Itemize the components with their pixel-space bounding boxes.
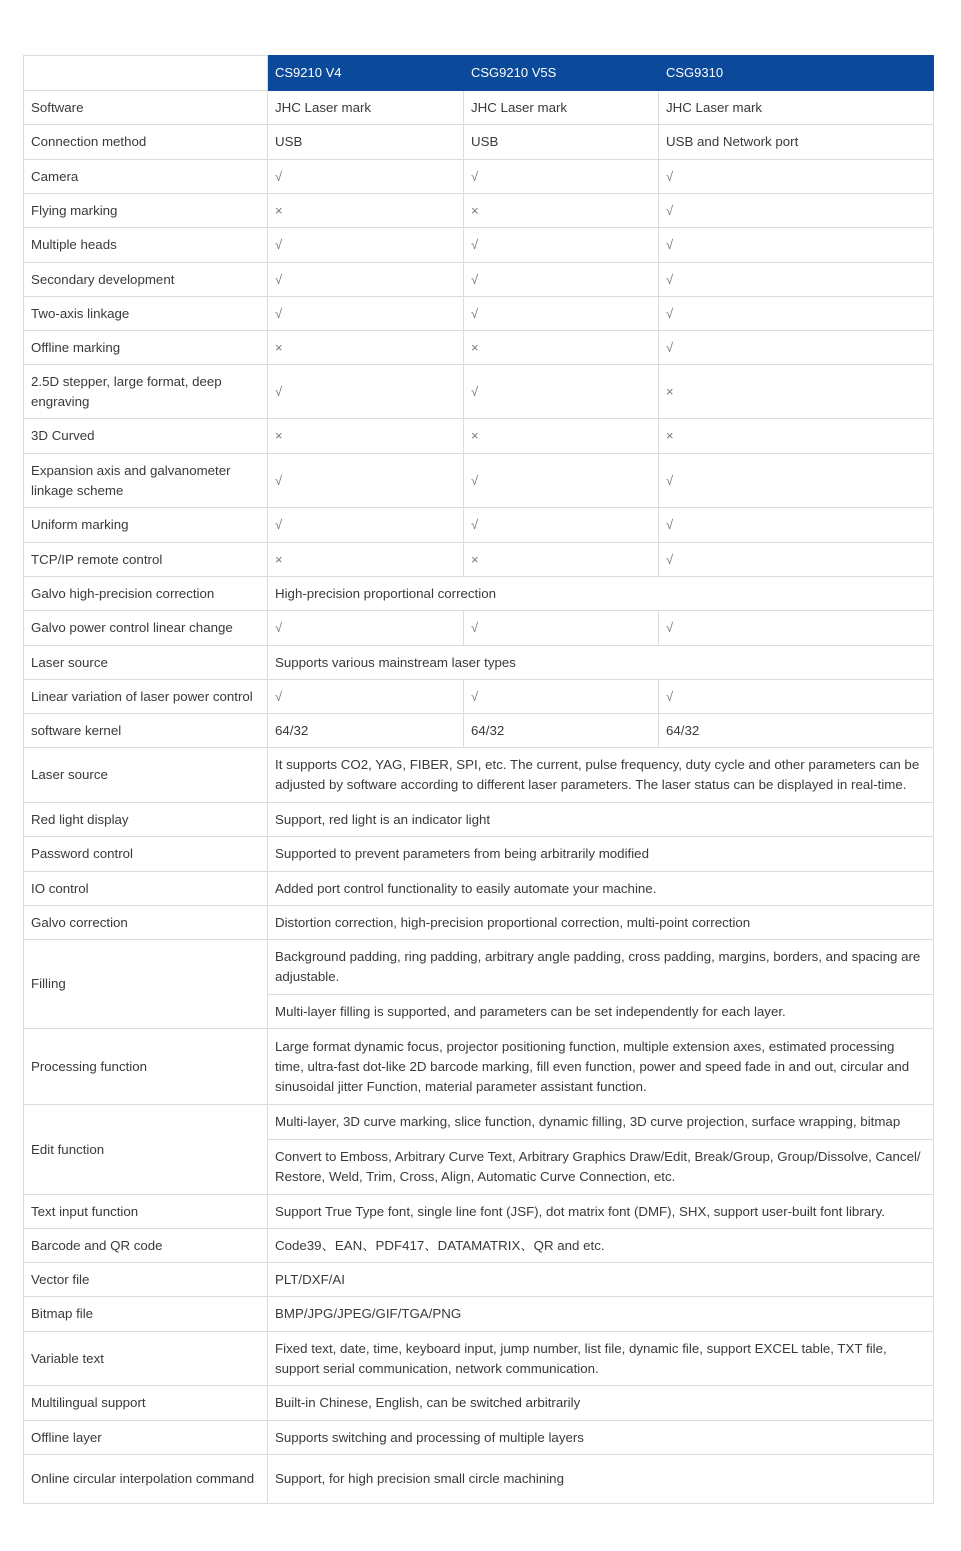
row-label: Galvo power control linear change <box>24 611 268 646</box>
table-row <box>24 508 934 543</box>
row-label: Laser source <box>24 646 268 680</box>
check-mark: √ <box>268 454 464 508</box>
cross-mark: × <box>268 543 464 577</box>
row-label: Camera <box>24 160 268 194</box>
cross-mark: × <box>659 365 934 419</box>
spec-description: Supports switching and processing of multiple layers <box>268 1421 934 1455</box>
table-row <box>24 543 934 577</box>
check-mark: √ <box>659 508 934 543</box>
table-row <box>24 872 934 906</box>
spec-description: It supports CO2, YAG, FIBER, SPI, etc. The current, pulse frequency, duty cycle and other parameters can be adjusted by software according to different laser parameters. The laser status can be displayed in real-time. <box>268 748 934 803</box>
row-label: Red light display <box>24 803 268 837</box>
table-row <box>24 1421 934 1455</box>
table-row <box>24 91 934 125</box>
row-label: Two-axis linkage <box>24 297 268 331</box>
row-label: Text input function <box>24 1195 268 1229</box>
row-label: Offline layer <box>24 1421 268 1455</box>
check-mark: √ <box>464 454 659 508</box>
model-header: CSG9210 V5S <box>464 56 659 91</box>
check-mark: √ <box>464 508 659 543</box>
row-label: Galvo high-precision correction <box>24 577 268 611</box>
spec-description: High-precision proportional correction <box>268 577 934 611</box>
check-mark: √ <box>659 331 934 365</box>
spec-value: JHC Laser mark <box>659 91 934 125</box>
row-label: Linear variation of laser power control <box>24 680 268 714</box>
table-row <box>24 714 934 748</box>
row-label: Secondary development <box>24 263 268 297</box>
spec-description: Supports various mainstream laser types <box>268 646 934 680</box>
row-label: Password control <box>24 837 268 872</box>
check-mark: √ <box>268 611 464 646</box>
check-mark: √ <box>268 680 464 714</box>
check-mark: √ <box>268 263 464 297</box>
row-label: Variable text <box>24 1332 268 1386</box>
row-label: Filling <box>24 940 268 1029</box>
row-label: Edit function <box>24 1105 268 1195</box>
row-label: TCP/IP remote control <box>24 543 268 577</box>
table-row <box>24 1297 934 1332</box>
spec-description: Large format dynamic focus, projector positioning function, multiple extension axes, estimated processing time, ultra-fast dot-like 2D barcode marking, fill even function, power and speed fade in and out, circular and sinusoidal jitter Function, material parameter assistant function. <box>268 1029 934 1105</box>
table-row <box>24 454 934 508</box>
table-row <box>24 837 934 872</box>
row-label: Multiple heads <box>24 228 268 263</box>
table-row <box>24 263 934 297</box>
table-row <box>24 646 934 680</box>
spec-description: Fixed text, date, time, keyboard input, jump number, list file, dynamic file, support EXCEL table, TXT file, support serial communication, network communication. <box>268 1332 934 1386</box>
check-mark: √ <box>659 160 934 194</box>
check-mark: √ <box>268 297 464 331</box>
check-mark: √ <box>659 263 934 297</box>
row-label: Flying marking <box>24 194 268 228</box>
spec-value: 64/32 <box>659 714 934 748</box>
spec-value: USB and Network port <box>659 125 934 160</box>
table-row <box>24 611 934 646</box>
check-mark: √ <box>659 228 934 263</box>
table-row <box>24 940 934 995</box>
cross-mark: × <box>464 194 659 228</box>
spec-value: 64/32 <box>464 714 659 748</box>
check-mark: √ <box>268 508 464 543</box>
table-row <box>24 1029 934 1105</box>
check-mark: √ <box>464 160 659 194</box>
check-mark: √ <box>268 365 464 419</box>
spec-description: Multi-layer filling is supported, and parameters can be set independently for each layer. <box>268 995 934 1029</box>
cross-mark: × <box>268 419 464 454</box>
spec-description: Convert to Emboss, Arbitrary Curve Text, Arbitrary Graphics Draw/Edit, Break/Group, Group/Dissolve, Cancel/ Restore, Weld, Trim, Cross, Align, Automatic Curve Connection, etc. <box>268 1140 934 1195</box>
check-mark: √ <box>659 454 934 508</box>
spec-description: Support, for high precision small circle machining <box>268 1455 934 1504</box>
spec-value: 64/32 <box>268 714 464 748</box>
cross-mark: × <box>659 419 934 454</box>
table-row <box>24 1455 934 1504</box>
table-row <box>24 194 934 228</box>
spec-description: Distortion correction, high-precision proportional correction, multi-point correction <box>268 906 934 940</box>
check-mark: √ <box>268 160 464 194</box>
model-header: CSG9310 <box>659 56 934 91</box>
spec-description: Background padding, ring padding, arbitrary angle padding, cross padding, margins, borders, and spacing are adjustable. <box>268 940 934 995</box>
check-mark: √ <box>464 297 659 331</box>
check-mark: √ <box>659 680 934 714</box>
header-corner-cell <box>24 56 268 91</box>
spec-description: Added port control functionality to easily automate your machine. <box>268 872 934 906</box>
table-row <box>24 577 934 611</box>
row-label: Bitmap file <box>24 1297 268 1332</box>
row-label: Laser source <box>24 748 268 803</box>
table-row <box>24 1332 934 1386</box>
table-row <box>24 803 934 837</box>
check-mark: √ <box>659 611 934 646</box>
check-mark: √ <box>268 228 464 263</box>
spec-description: Support True Type font, single line font (JSF), dot matrix font (DMF), SHX, support user-built font library. <box>268 1195 934 1229</box>
table-row <box>24 160 934 194</box>
spec-comparison-table <box>23 55 934 1504</box>
table-row <box>24 1105 934 1140</box>
table-row <box>24 365 934 419</box>
spec-description: Multi-layer, 3D curve marking, slice function, dynamic filling, 3D curve projection, surface wrapping, bitmap <box>268 1105 934 1140</box>
row-label: Expansion axis and galvanometer linkage scheme <box>24 454 268 508</box>
spec-description: Support, red light is an indicator light <box>268 803 934 837</box>
row-label: Uniform marking <box>24 508 268 543</box>
model-header: CS9210 V4 <box>268 56 464 91</box>
row-label: Processing function <box>24 1029 268 1105</box>
table-row <box>24 297 934 331</box>
table-row <box>24 125 934 160</box>
row-label: software kernel <box>24 714 268 748</box>
table-row <box>24 680 934 714</box>
cross-mark: × <box>464 419 659 454</box>
table-row <box>24 1263 934 1297</box>
row-label: Software <box>24 91 268 125</box>
header-row <box>24 56 934 91</box>
table-row <box>24 1229 934 1263</box>
row-label: 2.5D stepper, large format, deep engraving <box>24 365 268 419</box>
row-label: Online circular interpolation command <box>24 1455 268 1504</box>
row-label: Connection method <box>24 125 268 160</box>
check-mark: √ <box>659 194 934 228</box>
table-row <box>24 331 934 365</box>
check-mark: √ <box>464 228 659 263</box>
spec-description: Supported to prevent parameters from being arbitrarily modified <box>268 837 934 872</box>
table-row <box>24 906 934 940</box>
cross-mark: × <box>268 194 464 228</box>
row-label: 3D Curved <box>24 419 268 454</box>
table-row <box>24 419 934 454</box>
row-label: IO control <box>24 872 268 906</box>
check-mark: √ <box>464 263 659 297</box>
cross-mark: × <box>464 543 659 577</box>
row-label: Vector file <box>24 1263 268 1297</box>
row-label: Offline marking <box>24 331 268 365</box>
table-row <box>24 1386 934 1421</box>
cross-mark: × <box>464 331 659 365</box>
cross-mark: × <box>268 331 464 365</box>
check-mark: √ <box>464 365 659 419</box>
row-label: Galvo correction <box>24 906 268 940</box>
row-label: Multilingual support <box>24 1386 268 1421</box>
check-mark: √ <box>659 297 934 331</box>
spec-value: JHC Laser mark <box>464 91 659 125</box>
table-row <box>24 1195 934 1229</box>
spec-description: Built-in Chinese, English, can be switched arbitrarily <box>268 1386 934 1421</box>
row-label: Barcode and QR code <box>24 1229 268 1263</box>
check-mark: √ <box>464 611 659 646</box>
check-mark: √ <box>464 680 659 714</box>
spec-value: USB <box>464 125 659 160</box>
spec-value: USB <box>268 125 464 160</box>
table-row <box>24 228 934 263</box>
check-mark: √ <box>659 543 934 577</box>
table-row <box>24 748 934 803</box>
spec-description: PLT/DXF/AI <box>268 1263 934 1297</box>
spec-description: Code39、EAN、PDF417、DATAMATRIX、QR and etc. <box>268 1229 934 1263</box>
spec-description: BMP/JPG/JPEG/GIF/TGA/PNG <box>268 1297 934 1332</box>
spec-value: JHC Laser mark <box>268 91 464 125</box>
